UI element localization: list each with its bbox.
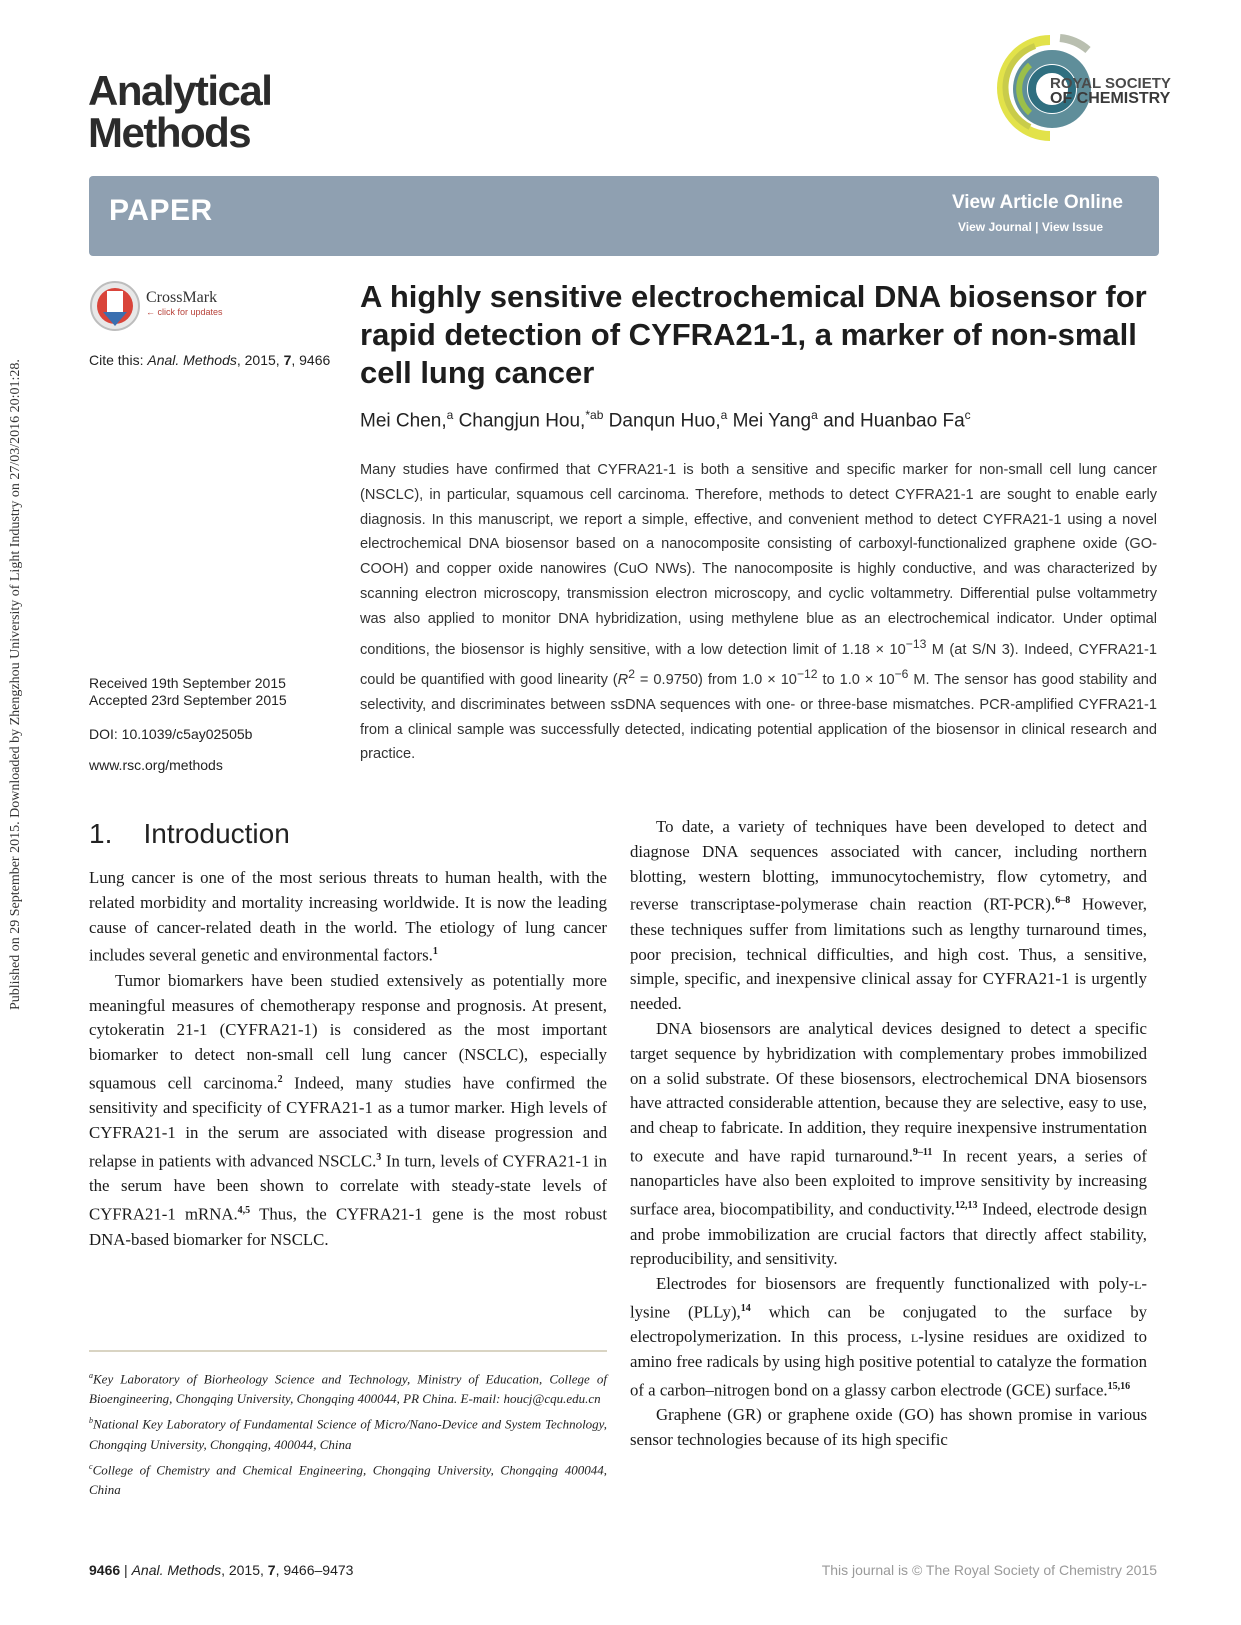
page-number: 9466 (89, 1562, 121, 1578)
paragraph-text: Indeed, many studies have confirmed the sensitivity and specificity of CYFRA21-1 as a tumor marker. High levels of CYFRA21-1 in the serum are associated with disease progression and relapse in patients with advanced NSCLC. (89, 1073, 607, 1171)
journal-title-line2: Methods (88, 109, 251, 156)
cite-journal: Anal. Methods (147, 352, 237, 368)
paragraph (630, 1403, 1147, 1453)
paragraph-text: DNA biosensors are analytical devices designed to detect a specific target sequence by hybridization with complementary probes immobilized on a solid substrate. Of these biosensors, electrochemical DNA biosensors have attracted considerable attention, because they are selective, easy to use, and cheap to fabricate. In addition, they require inexpensive instrumentation to execute and have rapid turnaround. (630, 1018, 1147, 1166)
crossmark-sub-text: click for updates (157, 307, 223, 317)
abstract-text: to 1.0 × 10 (817, 672, 895, 689)
paragraph-text: However, these techniques suffer from limitations such as lengthy turnaround times, poor precision, technical difficulties, and high cost. Thus, a sensitive, simple, specific, and inexpensive clinical assay for CYFRA21-1 is urgently needed. (630, 894, 1147, 1014)
abstract-r2: R (617, 672, 629, 689)
publication-side-note: Published on 29 September 2015. Downloaded by Zhengzhou University of Light Industry on 27/03/2016 20:01:28. (8, 359, 23, 1010)
right-column (630, 815, 1147, 1453)
author-list (360, 408, 971, 432)
copyright-notice: This journal is © The Royal Society of Chemistry 2015 (821, 1562, 1157, 1578)
article-history (89, 675, 287, 709)
paragraph-text: To date, a variety of techniques have been developed to detect and diagnose DNA sequences associated with cancer, including northern blotting, western blotting, immunocytochemistry, flow cytometry, and reverse transcriptase-polymerase chain reaction (RT-PCR). (630, 817, 1147, 914)
author-affiliation: *ab (585, 408, 604, 422)
view-journal-link[interactable]: View Journal (958, 220, 1032, 234)
footer-separator: | (120, 1562, 132, 1578)
page-footer-citation (89, 1562, 353, 1578)
journal-title (88, 67, 272, 156)
view-article-online-link[interactable]: View Article Online (951, 192, 1123, 213)
abstract-text: = 0.9750) from 1.0 × 10 (634, 672, 797, 689)
cite-this (89, 352, 330, 368)
footnote (89, 1366, 607, 1409)
rsc-logo-text (1050, 76, 1171, 106)
citation-ref[interactable]: 1 (432, 946, 438, 958)
footnote-mark: c (89, 1461, 93, 1471)
footnote (89, 1457, 607, 1500)
paragraph (89, 866, 607, 969)
author-affiliation: c (964, 408, 971, 422)
citation-ref[interactable]: 2 (277, 1073, 283, 1085)
view-links (958, 220, 1103, 234)
citation-ref[interactable]: 6–8 (1055, 895, 1071, 907)
author-name: Changjun Hou, (453, 410, 586, 432)
accepted-date: Accepted 23rd September 2015 (89, 692, 287, 708)
footnote-mark: a (89, 1371, 93, 1380)
abstract-text: Many studies have confirmed that CYFRA21-1 is both a sensitive and specific marker for non-small cell lung cancer (NSCLC), in particular, squamous cell carcinoma. Therefore, methods to detect CYFRA21-1 are sought to enable early diagnosis. In this manuscript, we report a simple, effective, and convenient method to detect CYFRA21-1 using a novel electrochemical DNA biosensor based on a nanocomposite consisting of carboxyl-functionalized graphene oxide (GO-COOH) and copper oxide nanowires (CuO NWs). The nanocomposite is highly conductive, and was characterized by scanning electron microscopy, transmission electron microscopy, and cyclic voltammetry. Differential pulse voltammetry was also applied to monitor DNA hybridization, using methylene blue as an electrochemical indicator. Under optimal conditions, the biosensor is highly sensitive, with a low detection limit of 1.18 × 10 (360, 462, 1157, 658)
abstract (360, 458, 1157, 767)
journal-url-link[interactable]: www.rsc.org/methods (89, 757, 223, 773)
footnote-text: College of Chemistry and Chemical Engineering, Chongqing University, Chongqing 400044, China (89, 1461, 607, 1497)
author-name: Danqun Huo, (603, 410, 721, 432)
paragraph-text: In turn, levels of CYFRA21-1 in the serum have been shown to correlate with steady-state levels of CYFRA21-1 mRNA. (89, 1151, 607, 1224)
footnote-text: National Key Laboratory of Fundamental Science of Micro/Nano-Device and System Technology, Chongqing University, Chongqing, 400044, China (89, 1416, 607, 1452)
author-name: Mei Chen, (360, 410, 447, 432)
abstract-text: M (at S/N 3). Indeed, CYFRA21-1 could be quantified with good linearity ( (360, 641, 1157, 689)
view-issue-link[interactable]: View Issue (1041, 220, 1103, 234)
doi[interactable]: DOI: 10.1039/c5ay02505b (89, 726, 253, 742)
abstract-text: M. The sensor has good stability and selectivity, and discriminates between ssDNA sequences with one- or three-base mismatches. PCR-amplified CYFRA21-1 from a clinical sample was successfully detected, indicating potential application of the biosensor in clinical research and practice. (360, 672, 1157, 763)
author-name: Mei Yang (727, 410, 812, 432)
citation-ref[interactable]: 12,13 (954, 1200, 978, 1212)
article-title: A highly sensitive electrochemical DNA biosensor for rapid detection of CYFRA21-1, a marker of non-small cell lung cancer (360, 279, 1147, 390)
abstract-exponent: −6 (894, 667, 909, 682)
paragraph-text: Lung cancer is one of the most serious threats to human health, with the related morbidity and mortality increasing worldwide. It is now the leading cause of cancer-related death in the world. The etiology of lung cancer includes several genetic and environmental factors. (89, 868, 607, 965)
paragraph-text: In recent years, a series of nanoparticles have also been exploited to improve sensitivity by increasing surface area, biocompatibility, and conductivity. (630, 1146, 1148, 1219)
cite-prefix: Cite this: (89, 352, 148, 368)
cite-rest: , 2015, (236, 352, 284, 368)
crossmark-sub: ← click for updates (146, 307, 223, 317)
footnote-text: Key Laboratory of Biorheology Science and Technology, Ministry of Education, College of Bioengineering, Chongqing University, Chongqing 400044, PR China. E-mail: houcj@cqu.edu.cn (89, 1371, 607, 1407)
crossmark-label[interactable]: CrossMark (146, 289, 218, 306)
footer-pages: , 9466–9473 (275, 1562, 354, 1578)
citation-ref[interactable]: 15,16 (1107, 1380, 1131, 1392)
view-links-separator: | (1031, 220, 1042, 234)
paragraph-text: -lysine residues are oxidized to amino free radicals by using high positive potential to catalyze the formation of a carbon–nitrogen bond on a glassy carbon electrode (GCE) surface. (630, 1327, 1147, 1400)
paragraph-text: Graphene (GR) or graphene oxide (GO) has shown promise in various sensor technologies because of its high specific (630, 1405, 1147, 1450)
footnote-mark: b (89, 1416, 93, 1426)
abstract-exponent: −13 (905, 636, 927, 651)
received-date: Received 19th September 2015 (89, 675, 286, 691)
paragraph-text: Tumor biomarkers have been studied extensively as potentially more meaningful measures of chemotherapy response and prognosis. At present, cytokeratin 21-1 (CYFRA21-1) is considered as the most important biomarker to detect non-small cell lung cancer (NSCLC), especially squamous cell carcinoma. (89, 970, 607, 1093)
citation-ref[interactable]: 4,5 (237, 1205, 251, 1217)
small-caps-text: l (910, 1327, 919, 1347)
footer-journal: Anal. Methods (131, 1562, 222, 1578)
paragraph (630, 815, 1147, 1017)
author-affiliation: a (720, 408, 728, 422)
paragraph (89, 969, 607, 1253)
small-caps-text: l (1134, 1274, 1142, 1294)
paragraph-text: which can be conjugated to the surface by electropolymerization. In this process, (630, 1302, 1148, 1347)
article-type-label: PAPER (109, 194, 213, 227)
abstract-exponent: −12 (796, 667, 818, 682)
paragraph (630, 1017, 1147, 1272)
citation-ref[interactable]: 3 (376, 1151, 382, 1163)
left-column (89, 866, 607, 1252)
cite-volume: 7 (283, 352, 292, 368)
rsc-line1: ROYAL SOCIETY (1050, 75, 1171, 92)
paragraph-text: Electrodes for biosensors are frequently functionalized with poly- (656, 1274, 1135, 1294)
paragraph-text: Thus, the CYFRA21-1 gene is the most robust DNA-based biomarker for NSCLC. (89, 1204, 607, 1249)
author-name: and Huanbao Fa (817, 410, 965, 432)
journal-title-line1: Analytical (88, 67, 272, 114)
footnote-divider (89, 1350, 607, 1352)
paragraph-text: Indeed, electrode design and probe immobilization are crucial factors that directly affect stability, reproducibility, and sensitivity. (630, 1199, 1147, 1269)
footer-volume: 7 (267, 1562, 276, 1578)
cite-page: , 9466 (291, 352, 331, 368)
affiliation-footnotes (89, 1366, 607, 1502)
section-heading-introduction: 1. Introduction (89, 818, 290, 849)
author-affiliation: a (811, 408, 818, 422)
footnote (89, 1411, 607, 1454)
paragraph-text: -lysine (PLLy), (630, 1274, 1147, 1322)
citation-ref[interactable]: 14 (740, 1302, 751, 1314)
footer-year: , 2015, (221, 1562, 268, 1578)
author-affiliation: a (446, 408, 454, 422)
abstract-exponent: 2 (628, 667, 635, 682)
citation-ref[interactable]: 9–11 (912, 1146, 933, 1158)
paragraph (630, 1272, 1147, 1403)
rsc-line2: OF CHEMISTRY (1050, 90, 1171, 107)
article-type-banner (89, 176, 1159, 256)
